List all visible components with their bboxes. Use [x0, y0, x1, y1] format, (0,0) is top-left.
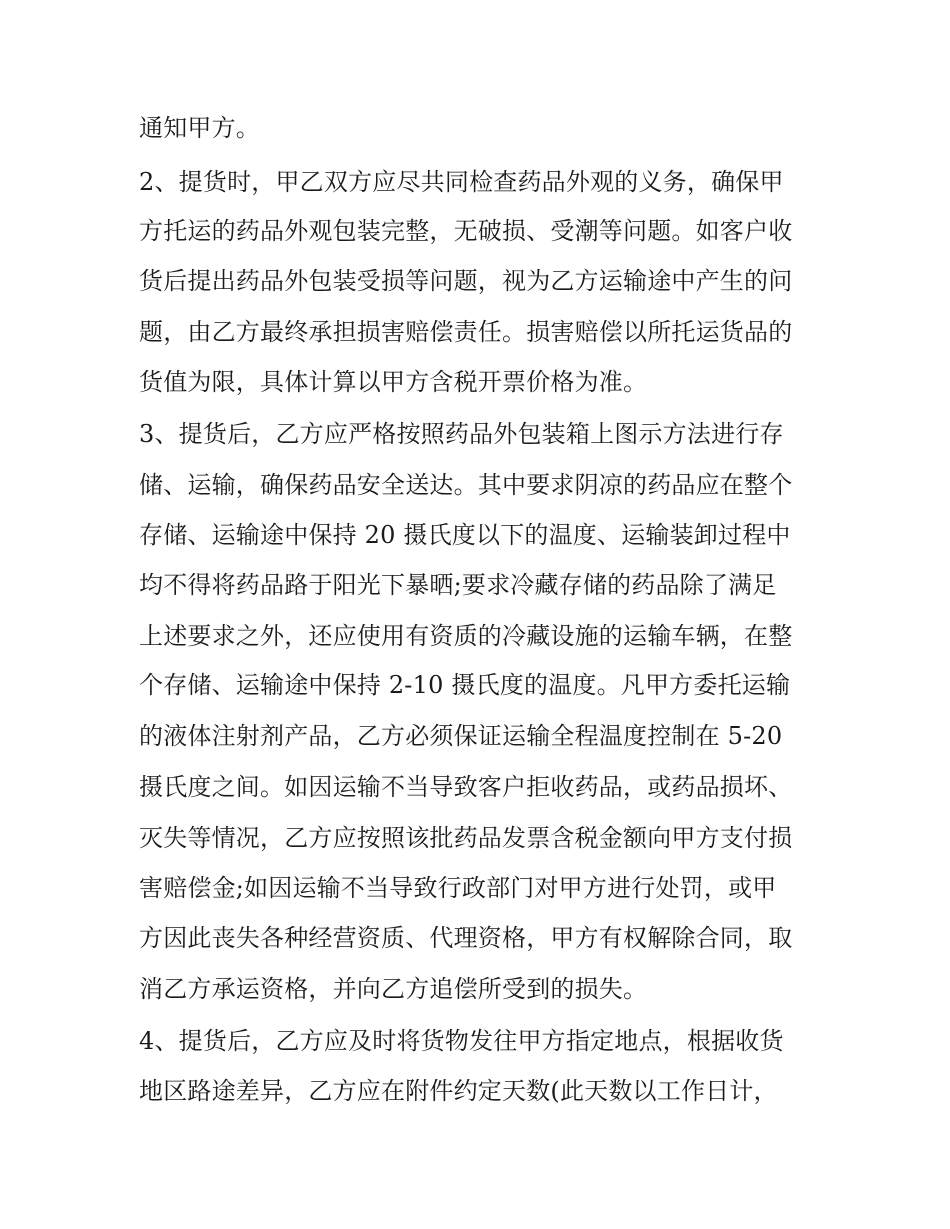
text-line: 摄氏度之间。如因运输不当导致客户拒收药品，或药品损坏、 [139, 773, 793, 801]
text-line: 题，由乙方最终承担损害赔偿责任。损害赔偿以所托运货品的 [139, 318, 793, 346]
text-line: 均不得将药品路于阳光下暴晒;要求冷藏存储的药品除了满足 [139, 571, 777, 599]
text-line: 害赔偿金;如因运输不当导致行政部门对甲方进行处罚，或甲 [139, 874, 777, 902]
text-line: 消乙方承运资格，并向乙方追偿所受到的损失。 [139, 975, 648, 1003]
text-line: 的液体注射剂产品，乙方必须保证运输全程温度控制在 5-20 [139, 722, 783, 750]
text-line: 存储、运输途中保持 20 摄氏度以下的温度、运输装卸过程中 [139, 521, 791, 549]
text-line: 灭失等情况，乙方应按照该批药品发票含税金额向甲方支付损 [139, 824, 793, 852]
text-line: 3、提货后，乙方应严格按照药品外包装箱上图示方法进行存 [139, 420, 784, 448]
text-line: 4、提货后，乙方应及时将货物发往甲方指定地点，根据收货 [139, 1027, 784, 1055]
text-line: 个存储、运输途中保持 2-10 摄氏度的温度。凡甲方委托运输 [139, 671, 791, 699]
text-line: 货值为限，具体计算以甲方含税开票价格为准。 [139, 368, 648, 396]
text-line: 方因此丧失各种经营资质、代理资格，甲方有权解除合同，取 [139, 924, 793, 952]
text-line: 方托运的药品外观包装完整，无破损、受潮等问题。如客户收 [139, 217, 793, 245]
text-line: 储、运输，确保药品安全送达。其中要求阴凉的药品应在整个 [139, 471, 793, 499]
text-line: 货后提出药品外包装受损等问题，视为乙方运输途中产生的问 [139, 267, 793, 295]
text-line: 2、提货时，甲乙双方应尽共同检查药品外观的义务，确保甲 [139, 168, 784, 196]
text-line: 上述要求之外，还应使用有资质的冷藏设施的运输车辆，在整 [139, 622, 793, 650]
text-line: 地区路途差异，乙方应在附件约定天数(此天数以工作日计， [139, 1077, 778, 1105]
text-line: 通知甲方。 [139, 114, 260, 142]
